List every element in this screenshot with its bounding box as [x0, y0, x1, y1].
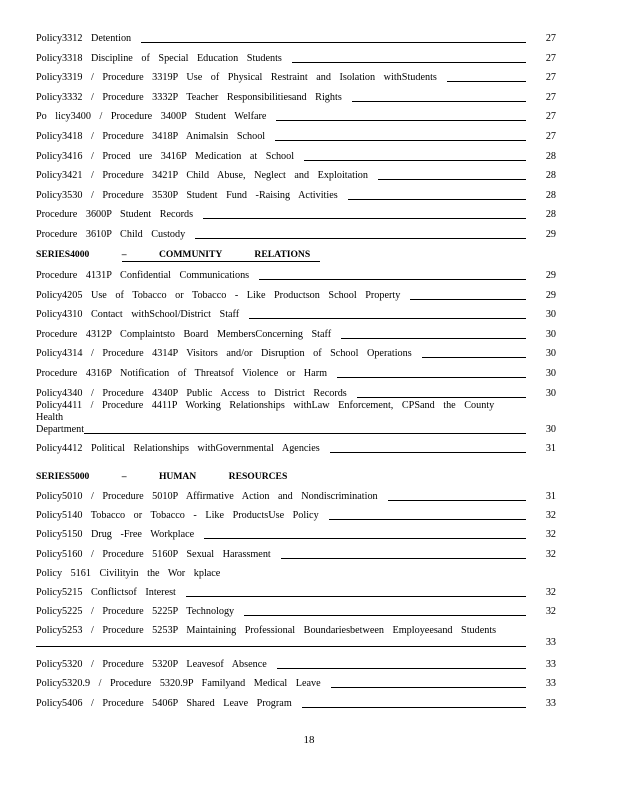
- toc-entry: [36, 131, 556, 143]
- entry-text: Policy5140 Tobacco or Tobacco - Like ProductsUse Policy: [36, 509, 319, 521]
- leader-line: [302, 706, 526, 708]
- leader-line: [141, 41, 526, 43]
- leader-line: [352, 100, 526, 102]
- page-number: 30: [545, 328, 556, 340]
- toc-entry-5253: [36, 625, 556, 649]
- leader-line: [341, 337, 526, 339]
- page-number: 33: [545, 678, 556, 690]
- leader-line: [249, 317, 526, 319]
- page-number: 27: [545, 130, 556, 142]
- leader-line: [276, 119, 526, 121]
- leader-line: [304, 159, 526, 161]
- toc-entry: [36, 170, 556, 182]
- leader-line: [277, 667, 526, 669]
- leader-line: [357, 396, 526, 398]
- toc-entry: [36, 209, 556, 221]
- entry-text: Policy4310 Contact withSchool/District Staff: [36, 309, 240, 321]
- entry-text: Policy5225 / Procedure 5225P Technology: [36, 606, 235, 618]
- toc-entry: [36, 491, 556, 503]
- toc-group-5000a: [36, 491, 556, 561]
- entry-text: Policy3530 / Procedure 3530P Student Fund -Raising Activities: [36, 189, 338, 201]
- page-number: 30: [545, 423, 556, 435]
- toc-group-4000: [36, 270, 556, 400]
- toc-entry: [36, 368, 556, 380]
- toc-entry: [36, 290, 556, 302]
- page-number: 27: [545, 33, 556, 44]
- entry-text-line2: Health: [36, 411, 64, 423]
- toc-entry: [36, 388, 556, 400]
- leader-line: [348, 198, 526, 200]
- page-footer: [0, 734, 618, 746]
- page-number: 27: [545, 72, 556, 84]
- page-number: 31: [545, 442, 556, 454]
- toc-entry: [36, 510, 556, 522]
- toc-group-5000c: [36, 659, 556, 710]
- leader-line: [447, 80, 526, 82]
- toc-entry: [36, 329, 556, 341]
- page-number: 33: [545, 697, 556, 709]
- entry-text: Policy5320.9 / Procedure 5320.9P Familyand Medical Leave: [36, 678, 321, 690]
- toc-entry: [36, 587, 556, 599]
- entry-text: Policy3332 / Procedure 3332P Teacher Responsibilitiesand Rights: [36, 91, 342, 103]
- entry-text: Procedure 4312P Complaintsto Board MembersConcerning Staff: [36, 328, 332, 340]
- leader-line: [329, 518, 526, 520]
- page-number: 32: [545, 509, 556, 521]
- series-dash: –: [121, 248, 127, 260]
- leader-line: [244, 614, 526, 616]
- series-code: SERIES5000: [36, 470, 90, 482]
- leader-line: [186, 595, 526, 597]
- toc-entry: [36, 151, 556, 163]
- leader-line: [337, 376, 526, 378]
- leader-line: [331, 686, 526, 688]
- page-number: 30: [545, 348, 556, 360]
- toc-entry: [36, 190, 556, 202]
- toc-entry: [36, 529, 556, 541]
- page-number: 27: [545, 91, 556, 103]
- page-number: 32: [545, 606, 556, 618]
- table-of-contents: [36, 33, 556, 710]
- entry-text: Procedure 3600P Student Records: [36, 209, 194, 221]
- page-number: 27: [545, 111, 556, 123]
- page-number: 28: [545, 150, 556, 162]
- page-number: 32: [545, 548, 556, 560]
- leader-line: [422, 356, 526, 358]
- toc-entry: [36, 53, 556, 65]
- page-number: 30: [545, 309, 556, 321]
- entry-text: Procedure 3610P Child Custody: [36, 228, 186, 240]
- entry-text: Policy5406 / Procedure 5406P Shared Leave Program: [36, 697, 292, 709]
- entry-text: Policy5150 Drug -Free Workplace: [36, 529, 195, 541]
- series-title: COMMUNITY RELATIONS: [158, 248, 311, 260]
- page-number: 31: [545, 490, 556, 502]
- leader-line: [330, 451, 526, 453]
- leader-line: [204, 537, 526, 539]
- leader-line: [292, 61, 526, 63]
- toc-entry: [36, 111, 556, 123]
- toc-group-4412: [36, 443, 556, 455]
- entry-text-line1: Policy4411 / Procedure 4411P Working Relationships withLaw Enforcement, CPSand the County: [36, 399, 495, 411]
- entry-text: Policy5215 Conflictsof Interest: [36, 586, 176, 598]
- leader-line: [259, 278, 526, 280]
- toc-entry: [36, 549, 556, 561]
- leader-line: [36, 645, 526, 647]
- toc-entry: [36, 229, 556, 241]
- page-number: 30: [545, 387, 556, 399]
- entry-text: Policy4412 Political Relationships withGovernmental Agencies: [36, 442, 320, 454]
- page-number: 32: [545, 586, 556, 598]
- leader-line: [195, 237, 526, 239]
- entry-text: Procedure 4131P Confidential Communications: [36, 269, 250, 281]
- toc-entry: [36, 606, 556, 618]
- leader-line: [84, 432, 526, 434]
- toc-entry: [36, 72, 556, 84]
- toc-entry: [36, 33, 556, 45]
- toc-entry: [36, 348, 556, 360]
- entry-text: Policy3318 Discipline of Special Education Students: [36, 52, 282, 64]
- toc-entry: [36, 443, 556, 455]
- page-number: 30: [545, 367, 556, 379]
- series-code: SERIES4000: [36, 248, 90, 260]
- series-heading-4000: [36, 249, 556, 262]
- toc-entry: [36, 270, 556, 282]
- page-number: 29: [545, 269, 556, 281]
- leader-line: [410, 298, 526, 300]
- page-number: 33: [545, 659, 556, 671]
- series-heading-5000: [36, 471, 556, 483]
- page-number: 28: [545, 189, 556, 201]
- entry-text: Policy4340 / Procedure 4340P Public Access to District Records: [36, 387, 347, 399]
- footer-page-number: 18: [303, 734, 315, 746]
- series-title: HUMAN RESOURCES: [158, 470, 288, 482]
- toc-group-3000: [36, 33, 556, 241]
- page-number: 29: [545, 289, 556, 301]
- entry-text: Policy3416 / Proced ure 3416P Medication at School: [36, 150, 295, 162]
- entry-text: Policy4314 / Procedure 4314P Visitors and/or Disruption of School Operations: [36, 348, 412, 360]
- page-number: 28: [545, 209, 556, 221]
- toc-entry: [36, 678, 556, 690]
- page-number: 32: [545, 529, 556, 541]
- toc-entry: [36, 698, 556, 710]
- page-number: 28: [545, 170, 556, 182]
- leader-line: [203, 217, 526, 219]
- leader-line: [281, 557, 526, 559]
- toc-group-5000b: [36, 587, 556, 618]
- entry-text: Policy4205 Use of Tobacco or Tobacco - Like Productson School Property: [36, 289, 401, 301]
- entry-text: Policy5010 / Procedure 5010P Affirmative Action and Nondiscrimination: [36, 490, 378, 502]
- entry-text: Po licy3400 / Procedure 3400P Student Welfare: [36, 111, 267, 123]
- leader-line: [378, 178, 526, 180]
- entry-text: Policy3421 / Procedure 3421P Child Abuse, Neglect and Exploitation: [36, 170, 368, 182]
- entry-text: Policy3319 / Procedure 3319P Use of Physical Restraint and Isolation withStudents: [36, 72, 437, 84]
- page-number: 27: [545, 52, 556, 64]
- toc-entry: [36, 659, 556, 671]
- series-dash: –: [121, 470, 127, 482]
- leader-line: [388, 499, 526, 501]
- page-number: 29: [545, 228, 556, 240]
- entry-text: Policy3418 / Procedure 3418P Animalsin School: [36, 130, 266, 142]
- entry-text: Policy3312 Detention: [36, 33, 132, 44]
- toc-entry: [36, 92, 556, 104]
- entry-text: Procedure 4316P Notification of Threatsof Violence or Harm: [36, 367, 328, 379]
- entry-text-line1: Policy5253 / Procedure 5253P Maintaining Professional Boundariesbetween Employeesand Students: [36, 625, 497, 637]
- toc-entry-5161: [36, 568, 556, 580]
- toc-entry-4411: [36, 400, 556, 436]
- leader-line: [275, 139, 526, 141]
- entry-text: Policy5160 / Procedure 5160P Sexual Harassment: [36, 548, 271, 560]
- entry-text: Policy5320 / Procedure 5320P Leavesof Absence: [36, 659, 267, 671]
- page-number: 33: [545, 637, 556, 649]
- entry-text-line3: Department: [36, 423, 85, 435]
- entry-text: Policy 5161 Civilityin the Wor kplace: [36, 567, 221, 579]
- toc-entry: [36, 309, 556, 321]
